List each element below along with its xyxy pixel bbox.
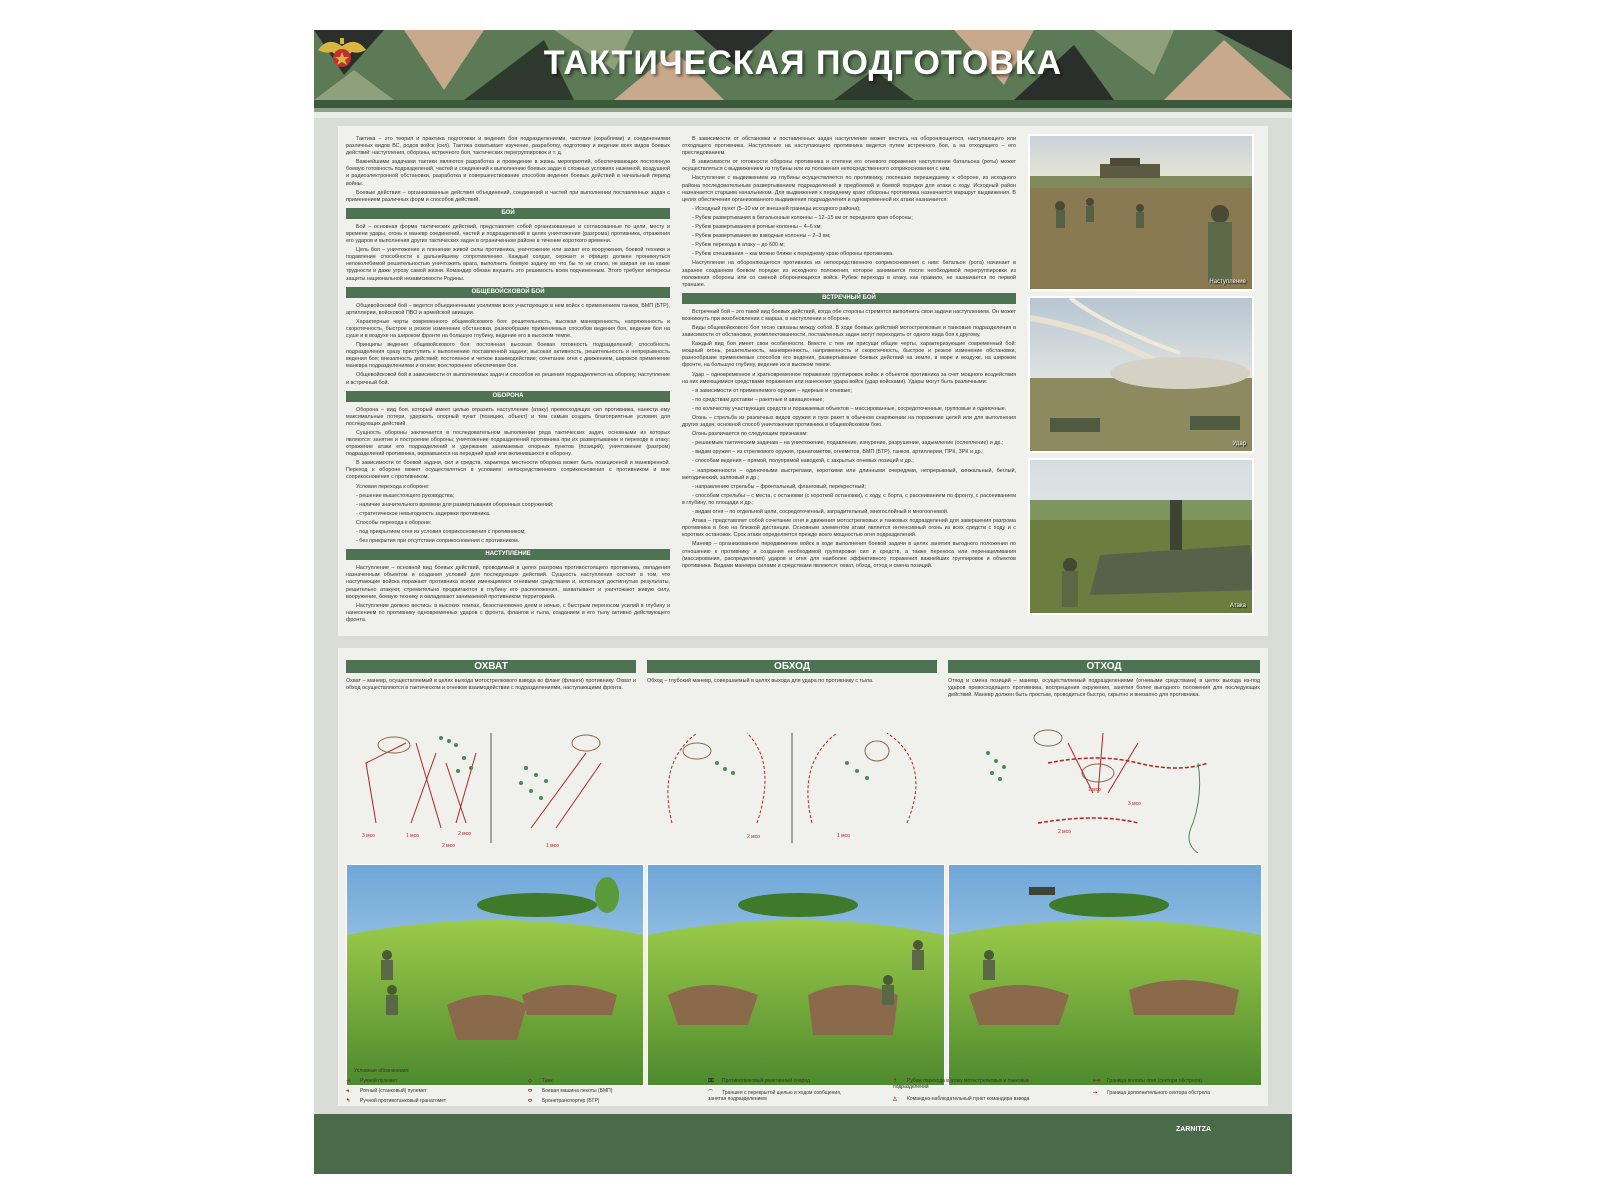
section-heading: НАСТУПЛЕНИЕ <box>346 549 670 560</box>
legend-item: ◇ Танк <box>528 1078 553 1084</box>
paragraph: Виды общевойскового боя тесно связаны между собой. В ходе боевых действий мотострелковые и танковые подразделения в зависимости от обстановки, укомплектованности, поставленных задач могут переходить от одного вида боя к другому. <box>682 324 1016 339</box>
section-heading: БОЙ <box>346 208 670 219</box>
paragraph: - видам оружия – из стрелкового оружия, гранатометов, огнеметов, БМП (БТР), танков, артиллерии, ПРК, ЗРК и др.; <box>692 449 984 456</box>
section-heading: ОБОРОНА <box>346 391 670 402</box>
theory-panel <box>338 126 1268 636</box>
page-title: ТАКТИЧЕСКАЯ ПОДГОТОВКА <box>543 44 1063 82</box>
paragraph: - напряженности – одиночными выстрелами, короткими или длинными очередями, непрерывный, кинжальный, беглый, методический, залповый и др.; <box>682 467 1016 481</box>
legend-item: ⌧ Противотанковый реактивный снаряд <box>708 1078 810 1084</box>
paragraph: Принципы ведения общевойскового боя: постоянная высокая боевая готовность подразделений; способность подразделения сразу приступить к выполнению поставленной задачи; высокая активность, решительность и непрерывность ведения боя; внезапность действий; постоянное и четкое взаимодействие; сочетание огня с движением, широкое применение маневра подразделениями и огнем; всестороннее обеспечение боя. <box>346 342 670 370</box>
paragraph: Общевойсковой бой – ведется объединенными усилиями всех участвующих в нем войск с применением танков, БМП (БТР), артиллерии, войсковой ПВО и армейской авиации. <box>346 302 670 316</box>
battlefield-illustration <box>347 865 643 1085</box>
poster <box>314 30 1292 1174</box>
header-banner <box>314 30 1292 100</box>
photo-strike <box>1028 296 1254 453</box>
photo-offensive <box>1028 134 1254 291</box>
paragraph: Характерные черты современного общевойскового боя: решительность, высокая маневренность, напряженность и скоротечность, быстрое и резкое изменение обстановки, разнообразие применяемых способов ведения боя, ведение боя на суше и в воздухе на широком фронте на большую глубину, ведение его в высоком темпе. <box>346 318 670 339</box>
withdrawal-scene <box>948 864 1262 1086</box>
paragraph: В зависимости от готовности обороны противника и степени его огневого поражения наступление батальона (роты) может осуществляться с выдвижением из глубины или из положения непосредственного соприкосновения с ним. <box>682 159 1016 173</box>
paragraph: - видам огня – по отдельной цели, сосредоточенный, заградительный, многослойный и многоогневой. <box>692 509 949 516</box>
heavy-machine-gun-icon: ⫣ <box>346 1088 350 1094</box>
paragraph: - способам стрельбы – с места, с остановки (с короткой остановки), с ходу, с борта, с рассеиванием по фронту, с рассеиванием в глубину, по площади и др.; <box>682 492 1016 506</box>
maneuver-heading: ОХВАТ <box>346 660 636 673</box>
brand-logo: ZARNITZA <box>1176 1126 1211 1133</box>
machine-gun-icon: ⊣ <box>346 1078 351 1084</box>
paragraph: Наступление – основной вид боевых действий, проводимый в целях разгрома противостоящего противника, овладения назначенным объектом и создания условий для последующих действий. Сущность наступления состоит в том, что наступающие войска поражают противника всеми имеющимися огневыми средствами и, используя достигнутые результаты, решительно атакуют, стремительно продвигаются в глубину его расположения, захватывают и уничтожают живую силу, вооружение, боевую технику и овладевают занимаемой противником территорией. <box>346 565 670 600</box>
paragraph: В зависимости от обстановки и поставленных задач наступление может вестись на обороняющегося, наступающего или отходящего противника. Наступление на наступающего противника ведется путем встречного боя, а на отходящего – его преследованием. <box>682 136 1016 157</box>
paragraph: - Рубеж развертывания в ротные колонны – 4–6 км; <box>692 224 822 231</box>
unit-label: 3 мсо <box>1128 801 1141 807</box>
outflanking-diagram <box>647 723 937 853</box>
legend-item: ⟷ Граница полосы огня (сектора обстрела) <box>1093 1078 1202 1084</box>
unit-label: 2 мсо <box>442 843 455 849</box>
unit-label: 1 мсо <box>837 833 850 839</box>
command-post-icon: △ <box>893 1096 897 1102</box>
unit-label: 3 мсо <box>362 833 375 839</box>
photo-caption: Атака <box>1230 603 1246 609</box>
paragraph: - по средствам доставки – ракетные и авиационные; <box>692 396 824 403</box>
legend-item: ⊣ Ручной пулемет <box>346 1078 398 1084</box>
envelopment-scene <box>346 864 644 1086</box>
header-stripe <box>314 100 1292 108</box>
paragraph: Бой – основная форма тактических действий, представляет собой организованные и согласованные по цели, месту и времени удары, огонь и маневр соединений, частей и подразделений в целях уничтожения (разгрома) противника, отражения его ударов и выполнения других тактических задач в ограниченном районе в течение короткого времени. <box>346 223 670 245</box>
paragraph: Встречный бой – это такой вид боевых действий, когда обе стороны стремятся выполнить свои задачи наступлением. Он может возникнуть при возобновлении с марша, в наступлении и обороне. <box>682 308 1016 322</box>
paragraph: Наступление с выдвижением из глубины осуществляется по противнику, поспешно перешедшему к обороне, из исходного района последовательным развертыванием подразделений в предбоевой и боевой порядки для атаки с ходу. Исходный район назначается старшим начальником. Для выдвижения к переднему краю обороны противника назначается маршрут выдвижения. В целях обеспечения организованного выдвижения подразделения и одновременной их атаки назначается: <box>682 175 1016 203</box>
paragraph: - в зависимости от применяемого оружия – ядерные и огневые; <box>692 387 852 394</box>
unit-label: 1 мсо <box>546 843 559 849</box>
unit-label: 2 мсо <box>1058 829 1071 835</box>
maneuver-heading: ОТХОД <box>948 660 1260 673</box>
paragraph: Наступление должно вестись: в высоких темпах, безостановочно днем и ночью, с быстрым переносом усилий в глубину и нанесением по противнику одновременных ударов с фронта, флангов и тыла, созданием в его тылу активно действующего фронта. <box>346 602 670 623</box>
legend-item: △ Командно-наблюдательный пункт командира взвода <box>893 1096 1030 1102</box>
paragraph: Атака – представляет собой сочетание огня и движения мотострелковых и танковых подразделений для завершения разгрома противника в бою на близкой дистанции. Основным элементом атаки является интенсивный огонь из всех средств с ходу и с коротких остановок. Срок атаки определяется прежде всего мощностью огня подразделений. <box>682 518 1016 539</box>
legend-item: ⌒ Траншея с перекрытой щелью и ходом сообщения, занятая подразделением <box>708 1090 842 1102</box>
paragraph: Общевойсковой бой в зависимости от выполняемых задач и способов их решения подразделяется на оборону, наступление и встречный бой. <box>346 372 670 386</box>
maneuver-description: Обход – глубокий маневр, совершаемый в целях выхода для удара по противнику с тыла. <box>647 678 874 684</box>
paragraph: - под прикрытием огня из условия соприкосновения с противником; <box>356 529 526 536</box>
paragraph: Способы перехода к обороне: <box>356 519 432 526</box>
paragraph: - Исходный пункт (5–10 км от внешней границы исходного района); <box>692 205 861 212</box>
legend-item: ⇡ Рубеж перехода в атаку мотострелковых и танковых подразделений <box>893 1078 1030 1090</box>
paragraph: - решаемым тактическим задачам – на уничтожение, подавление, изнурение, разрушение, задымление (ослепление) и др.; <box>692 440 1004 447</box>
legend-item: ⬭ Боевая машина пехоты (БМП) <box>528 1088 613 1094</box>
paragraph: Удар – одновременное и кратковременное поражение группировок войск и объектов противника за счет мощного воздействия на них имеющимися средствами поражения или нанесения удара войск (удар войсками). Удары могут быть различными: <box>682 371 1016 385</box>
paragraph: - направлению стрельбы – фронтальный, фланговый, перекрестный; <box>692 483 866 490</box>
atgm-icon: ⌧ <box>708 1078 714 1084</box>
rocket-strike-image <box>1030 298 1254 453</box>
paragraph: - без прикрытия при отсутствии соприкосновения с противником. <box>356 538 520 545</box>
photo-caption: Наступление <box>1209 279 1246 285</box>
apc-icon: ⬭ <box>528 1098 533 1104</box>
unit-label: 1 мсо <box>1088 787 1101 793</box>
grenade-launcher-icon: ↰ <box>346 1098 351 1104</box>
soldiers-advancing-image <box>1030 136 1254 291</box>
legend-item: ⬭ Бронетранспортер (БТР) <box>528 1098 600 1104</box>
photo-attack <box>1028 458 1254 615</box>
withdrawal-diagram <box>948 723 1260 853</box>
unit-label: 2 мсо <box>458 831 471 837</box>
legend-item: ↰ Ручной противотанковый гранатомет <box>346 1098 447 1104</box>
paragraph: Маневр – организованное передвижение войск в ходе выполнения боевой задачи в целях занятия выгодного положения по отношению к противнику и создания необходимой группировки сил и средств, а также переноса или перенацеливания (массирования, распределения) ударов и огня для наиболее эффективного поражения важнейших группировок и объектов противника. Видами маневра силами и средствами являются: охват, обход, отход и смена позиций. <box>682 541 1016 569</box>
paragraph: - Рубеж перехода в атаку – до 600 м; <box>692 242 785 249</box>
maneuvers-panel <box>338 648 1268 1106</box>
header-stripe <box>314 112 1292 118</box>
paragraph: Огонь – стрельба из различных видов оружия и пуск ракет в обычном снаряжении на поражение целей или для выполнения других задач; основной способ уничтожения противника в общевойсковом бою. <box>682 415 1016 429</box>
paragraph: - решение вышестоящего руководства; <box>356 492 455 499</box>
legend-item: ⫣ Ротный (станковый) пулемет <box>346 1088 427 1094</box>
legend <box>338 1068 1268 1106</box>
paragraph: - способам ведения – прямой, полупрямой наводкой, с закрытых огневых позиций и др.; <box>692 458 914 465</box>
trench-icon: ⌒ <box>708 1090 714 1096</box>
section-heading: ВСТРЕЧНЫЙ БОЙ <box>682 293 1016 304</box>
paragraph: Условия перехода к обороне: <box>356 483 430 490</box>
envelopment-diagram <box>346 723 636 853</box>
paragraph: - Рубеж развертывания во взводные колонны – 2–3 км; <box>692 233 831 240</box>
paragraph: Огонь различается по следующим признакам: <box>692 431 808 438</box>
paragraph: Каждый вид боя имеет свои особенности. Вместе с тем им присущи общие черты, характеризующие современный бой: мощный огонь, решительность, маневренность, напряженность и скоротечность, быстрое и резкое изменение обстановки, разнообразие применяемых способов его ведения, развертывание боевых действий на земле, в море и воздухе, на широком фронте, на большую глубину, ведение их в высоком темпе. <box>682 341 1016 369</box>
extra-sector-icon: ⇢ <box>1093 1090 1098 1096</box>
tank-icon: ◇ <box>528 1078 532 1084</box>
unit-label: 2 мсо <box>747 834 760 840</box>
unit-label: 1 мсо <box>406 833 419 839</box>
ifv-icon: ⬭ <box>528 1088 533 1094</box>
paragraph: - стратегическое невыгодность задержки противника. <box>356 510 491 517</box>
photo-caption: Удар <box>1232 441 1246 447</box>
fire-sector-icon: ⟷ <box>1093 1078 1101 1084</box>
paragraph: - наличие значительного времени для развертывания оборонных сооружений; <box>356 501 554 508</box>
legend-heading: Условные обозначения: <box>354 1068 410 1074</box>
battlefield-illustration <box>648 865 944 1085</box>
paragraph: В зависимости от боевой задачи, сил и средств, характера местности оборона может быть позиционной и маневренной. Переход к обороне может осуществляться в условиях: непосредственного соприкосновения с противником и вне соприкосновения с противником. <box>346 460 670 481</box>
outflanking-scene <box>647 864 945 1086</box>
footer-bar <box>314 1114 1292 1174</box>
paragraph: Тактика – это теория и практика подготовки и ведения боя подразделениями, частями (кораблями) и соединениями различных видов ВС, родов войск (сил). Тактика охватывает изучение, разработку, подготовку и ведение всех видов боевых действий: наступления, обороны, встречного боя, тактических перегруппировок и т. д. <box>346 136 670 157</box>
paragraph: - Рубеж развертывания в батальонные колонны – 12–15 км от переднего края обороны; <box>692 214 913 221</box>
paragraph: Боевые действия – организованные действия объединений, соединений и частей при выполнении поставленных задач с применением различных форм и способов действий. <box>346 189 670 203</box>
text-column-2 <box>682 136 1016 572</box>
maneuver-description: Отход и смена позиций – маневр, осуществляемый подразделениями (огневыми средствами) в целях выхода из-под ударов превосходящего противника, воспрещения окружения, занятия более выгодного положения для последующих действий. Маневр должен быть простым, проводиться быстро, скрытно и внезапно для противника. <box>948 678 1260 698</box>
maneuver-heading: ОБХОД <box>647 660 937 673</box>
paragraph: Оборона – вид боя, который имеет целью отразить наступление (атаку) превосходящих сил противника, нанести ему максимальные потери, удержать опорный пункт (позицию, объект) и тем самым создать благоприятные условия для последующих действий. <box>346 406 670 427</box>
maneuver-description: Охват – маневр, осуществляемый в целях выхода мотострелкового взвода во фланг (фланги) противнику. Охват и обход осуществляются в тактическом и огневом взаимодействии с подразделениями, наступающими фронта. <box>346 678 636 691</box>
legend-item: ⇢ Граница дополнительного сектора обстрела <box>1093 1090 1210 1096</box>
text-column-1 <box>346 136 670 626</box>
paragraph: - Рубеж спешивания – как можно ближе к переднему краю обороны противника. <box>692 251 894 258</box>
paragraph: - по количеству участвующих средств и поражаемых объектов – массированные, сосредоточенные, групповые и одиночные. <box>692 405 1007 412</box>
paragraph: Важнейшими задачами тактики являются разработка и проведение в жизнь мероприятий, обеспечивающих постоянную боевую готовность подразделений, частей и соединений к выполнению боевых задач в сложных условиях наземной, воздушной и радиоэлектронной обстановки, разработка и совершенствование способов ведения боевых действий в начальный период войны. <box>346 159 670 187</box>
battlefield-illustration <box>949 865 1261 1085</box>
paragraph: Наступление на обороняющегося противника из непосредственного соприкосновения с ним: батальон (рота) начинает в заранее созданном боевом порядке из исходного положения, которое занимается после необходимой перегруппировки из положения обороны или со сменой обороняющихся войск. Рубеж перехода в атаку, как правило, не назначается по первой траншее. <box>682 260 1016 288</box>
armored-vehicle-attack-image <box>1030 460 1254 615</box>
paragraph: Сущность обороны заключается в последовательном выполнении ряда тактических задач, основными из которых являются: занятие и построение обороны; уничтожение подразделений противника при их развертывании и переходе в атаку; отражение атаки его подразделений и удержание занимаемых опорных пунктов (позиций); уничтожение (разгром) подразделений противника, ворвавшихся на передний край или вклинившихся в оборону. <box>346 429 670 458</box>
paragraph: Цель боя – уничтожение и пленение живой силы противника, уничтожение или захват его вооружения, боевой техники и подавление способности к дальнейшему сопротивлению. Каждый солдат, сержант и офицер должен проникнуться непоколебимой решительностью уничтожить врага, выполнить боевую задачу во что бы то ни стало, не взирая ни на какие трудности и даже угрозу самой жизни. Командир обязан внушить это решимость всем подчиненным. Этого требуют интересы защиты национальной независимости Родины. <box>346 247 670 282</box>
attack-line-icon: ⇡ <box>893 1078 898 1084</box>
section-heading: ОБЩЕВОЙСКОВОЙ БОЙ <box>346 287 670 298</box>
